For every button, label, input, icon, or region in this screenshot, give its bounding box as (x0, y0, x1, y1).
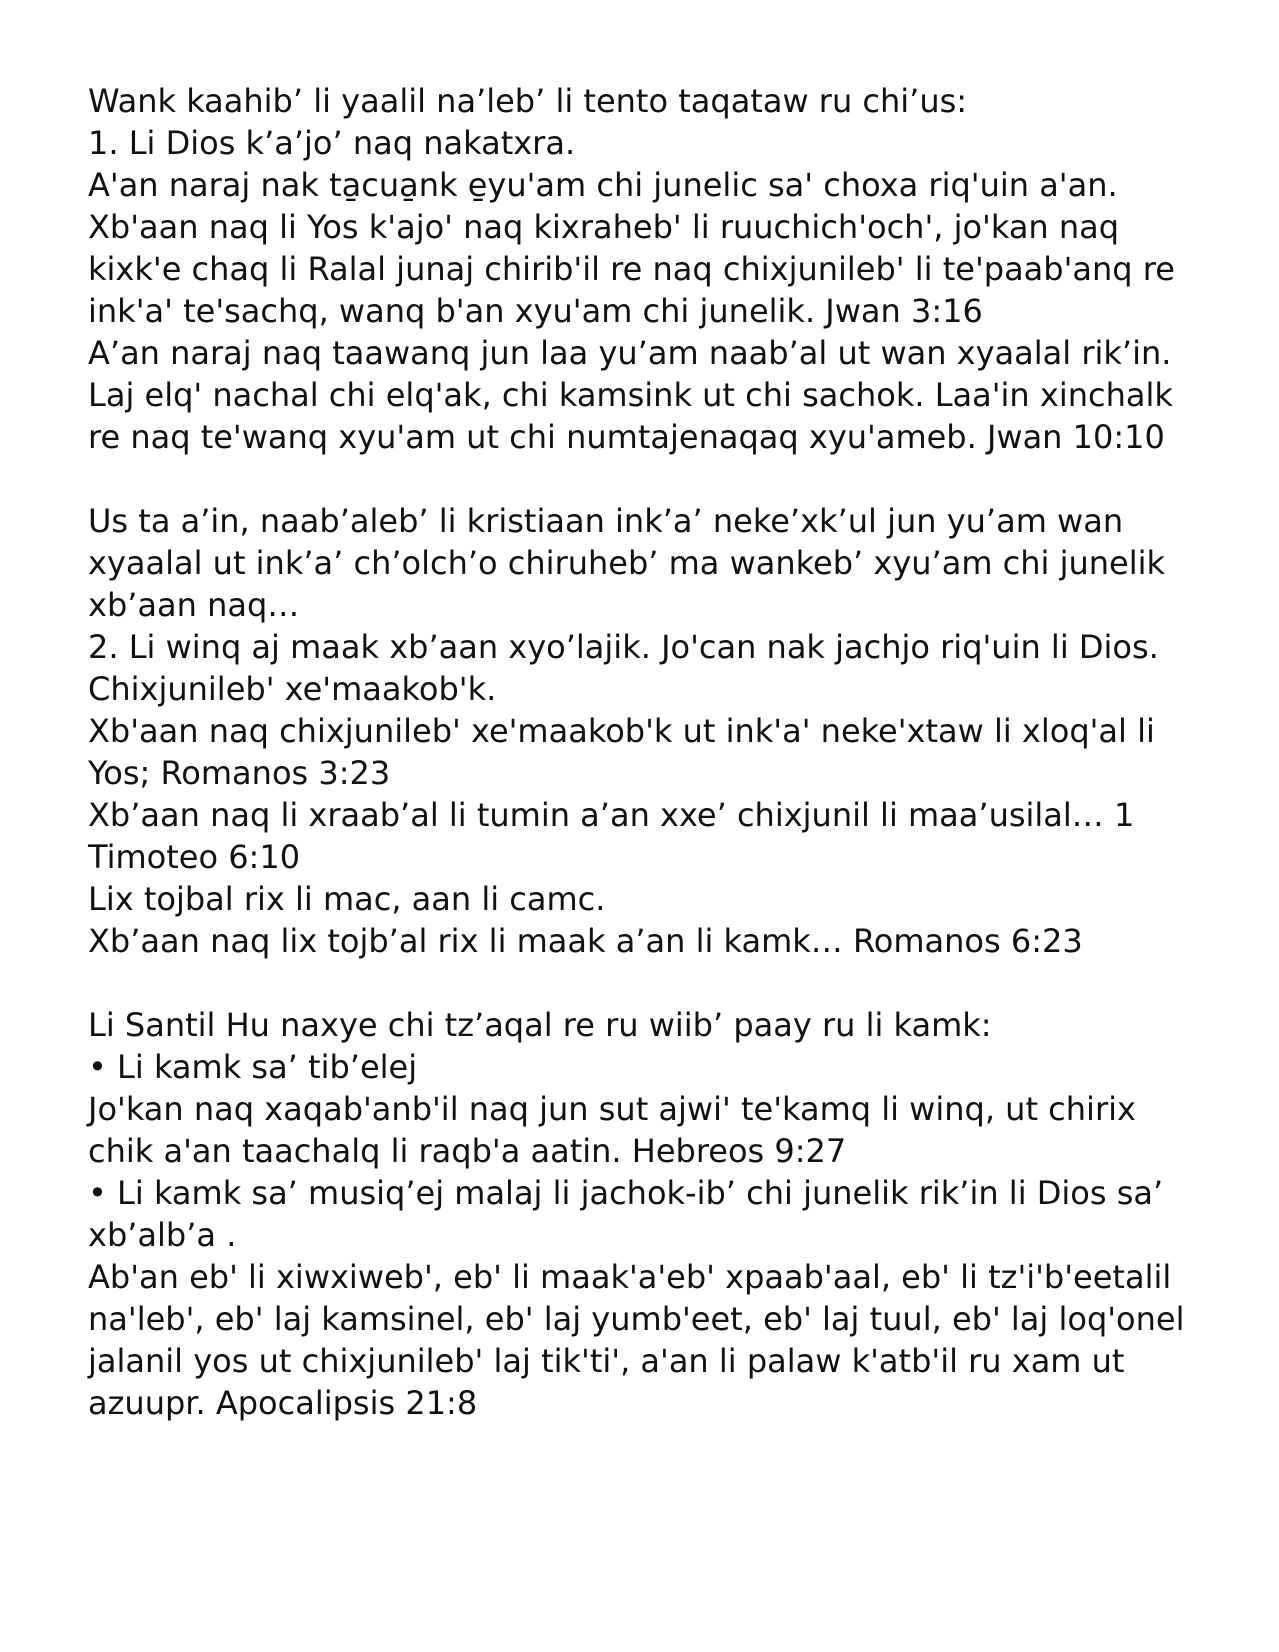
bullet-item: • Li kamk sa’ tib’elej (88, 1048, 418, 1086)
spacer (88, 458, 1208, 500)
paragraph: Lix tojbal rix li mac, aan li camc. (88, 880, 606, 918)
scripture-hebreos-9-27: Jo'kan naq xaqab'anb'il naq jun sut ajwi' te'kamq li winq, ut chirix chik a'an taachalq li raqb'a aatin. Hebreos 9:27 (88, 1090, 1147, 1170)
paragraph: A'an naraj nak ta̱cua̱nk e̱yu'am chi junelic sa' choxa riq'uin a'an. (88, 166, 1118, 204)
scripture-jwan-10-10: Laj elq' nachal chi elq'ak, chi kamsink ut chi sachok. Laa'in xinchalk re naq te'wanq xyu'am ut chi numtajenaqaq xyu'ameb. Jwan 10:10 (88, 376, 1184, 456)
paragraph: A’an naraj naq taawanq jun laa yu’am naab’al ut wan xyaalal rik’in. (88, 334, 1172, 372)
scripture-romanos-6-23: Xb’aan naq lix tojb’al rix li maak a’an li kamk… Romanos 6:23 (88, 922, 1083, 960)
paragraph: Chixjunileb' xe'maakob'k. (88, 670, 497, 708)
paragraph: Li Santil Hu naxye chi tz’aqal re ru wiib’ paay ru li kamk: (88, 1006, 992, 1044)
document-page (88, 80, 1208, 1424)
scripture-1-timoteo-6-10: Xb’aan naq li xraab’al li tumin a’an xxe’ chixjunil li maa’usilal… 1 Timoteo 6:10 (88, 796, 1145, 876)
bullet-item: • Li kamk sa’ musiq’ej malaj li jachok-ib’ chi junelik rik’in li Dios sa’ xb’alb’a . (88, 1174, 1174, 1254)
point-1-heading: 1. Li Dios k’a’jo’ naq nakatxra. (88, 124, 576, 162)
scripture-romanos-3-23: Xb'aan naq chixjunileb' xe'maakob'k ut ink'a' neke'xtaw li xloq'al li Yos; Romanos 3:23 (88, 712, 1166, 792)
scripture-jwan-3-16: Xb'aan naq li Yos k'ajo' naq kixraheb' li ruuchich'och', jo'kan naq kixk'e chaq li Ralal junaj chirib'il re naq chixjunileb' li te'paab'anq re ink'a' te'sachq, wanq b'an xyu'am chi junelik. Jwan 3:16 (88, 208, 1186, 330)
point-2-heading: 2. Li winq aj maak xb’aan xyo’lajik. Jo'can nak jachjo riq'uin li Dios. (88, 628, 1159, 666)
intro-line: Wank kaahib’ li yaalil na’leb’ li tento taqataw ru chi’us: (88, 82, 968, 120)
spacer (88, 962, 1208, 1004)
paragraph: Us ta a’in, naab’aleb’ li kristiaan ink’a’ neke’xk’ul jun yu’am wan xyaalal ut ink’a’ ch’olch’o chiruheb’ ma wankeb’ xyu’am chi junelik xb’aan naq… (88, 502, 1176, 624)
scripture-apocalipsis-21-8: Ab'an eb' li xiwxiweb', eb' li maak'a'eb' xpaab'aal, eb' li tz'i'b'eetalil na'leb', eb' laj kamsinel, eb' laj yumb'eet, eb' laj tuul, eb' laj loq'onel jalanil yos ut chixjunileb' laj tik'ti', a'an li palaw k'atb'il ru xam ut azuupr. Apocalipsis 21:8 (88, 1258, 1195, 1422)
